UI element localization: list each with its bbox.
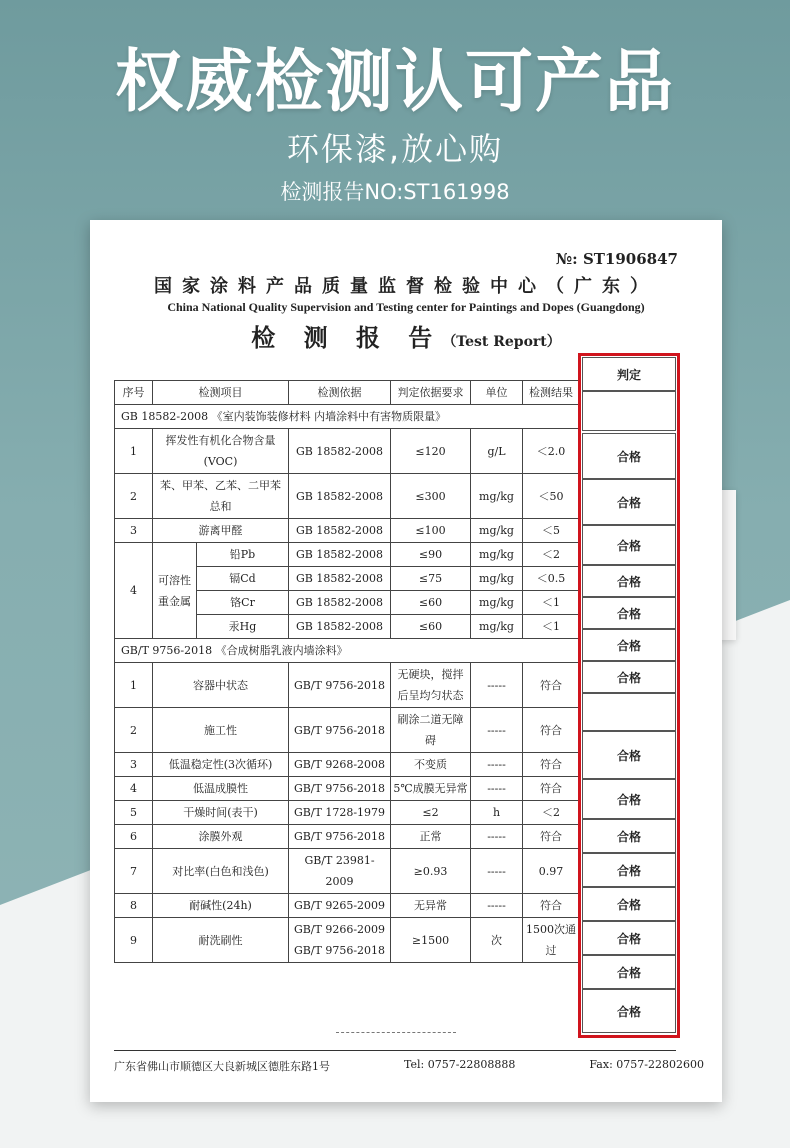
cell-item: 对比率(白色和浅色) xyxy=(153,849,289,894)
cell-basis: GB 18582-2008 xyxy=(289,591,391,615)
cell-criteria: 刷涂二道无障碍 xyxy=(391,708,471,753)
cell-basis: GB 18582-2008 xyxy=(289,543,391,567)
cell-basis: GB 18582-2008 xyxy=(289,474,391,519)
cell-basis-line: GB/T 9266-2009 xyxy=(293,923,386,936)
cell-result: 符合 xyxy=(523,663,580,708)
cell-result: 符合 xyxy=(523,825,580,849)
cell-item: 耐碱性(24h) xyxy=(153,894,289,918)
cell-no: 3 xyxy=(115,519,153,543)
cell-criteria: 无硬块，搅拌后呈均匀状态 xyxy=(391,663,471,708)
cell-unit: ----- xyxy=(471,753,523,777)
cell-no: 6 xyxy=(115,825,153,849)
verdict-cell: 合格 xyxy=(582,921,676,955)
table-row xyxy=(115,894,580,918)
cell-result: ＜50 xyxy=(523,474,580,519)
cell-unit: g/L xyxy=(471,429,523,474)
cell-item: 低温稳定性(3次循环) xyxy=(153,753,289,777)
table-header-row xyxy=(115,381,580,405)
table-row xyxy=(115,849,580,894)
test-results-table xyxy=(114,380,580,963)
document-number: №: ST1906847 xyxy=(555,250,678,268)
cell-basis: GB/T 9756-2018 xyxy=(289,663,391,708)
cell-unit: ----- xyxy=(471,894,523,918)
cell-criteria: 正常 xyxy=(391,825,471,849)
cell-no: 7 xyxy=(115,849,153,894)
verdict-cell: 合格 xyxy=(582,597,676,629)
cell-criteria: ≤100 xyxy=(391,519,471,543)
verdict-cell: 合格 xyxy=(582,433,676,479)
cell-item: 挥发性有机化合物含量(VOC) xyxy=(153,429,289,474)
cell-result: 符合 xyxy=(523,894,580,918)
cell-result: 1500次通过 xyxy=(523,918,580,963)
report-number: 检测报告NO:ST161998 xyxy=(280,180,510,204)
cell-criteria: 不变质 xyxy=(391,753,471,777)
cell-item: 铅Pb xyxy=(197,543,289,567)
end-marker-line xyxy=(336,1032,456,1033)
cell-basis: GB/T 9268-2008 xyxy=(289,753,391,777)
table-row xyxy=(115,825,580,849)
table-row xyxy=(115,708,580,753)
section-row xyxy=(115,639,580,663)
table-row xyxy=(115,474,580,519)
cell-no: 2 xyxy=(115,474,153,519)
cell-item: 耐洗刷性 xyxy=(153,918,289,963)
table-row xyxy=(115,429,580,474)
cell-unit: mg/kg xyxy=(471,474,523,519)
headline: 权威检测认可产品 xyxy=(114,43,675,122)
section-title-2: GB/T 9756-2018 《合成树脂乳液内墙涂料》 xyxy=(115,639,580,663)
cell-criteria: ≤120 xyxy=(391,429,471,474)
cell-item: 容器中状态 xyxy=(153,663,289,708)
header-basis: 检测依据 xyxy=(289,381,391,405)
cell-no: 9 xyxy=(115,918,153,963)
cell-item: 低温成膜性 xyxy=(153,777,289,801)
cell-no: 1 xyxy=(115,663,153,708)
section-title-1: GB 18582-2008 《室内装饰装修材料 内墙涂料中有害物质限量》 xyxy=(115,405,580,429)
cell-criteria: ≤60 xyxy=(391,615,471,639)
verdict-cell: 合格 xyxy=(582,779,676,819)
header-criteria: 判定依据要求 xyxy=(391,381,471,405)
cell-result: 0.97 xyxy=(523,849,580,894)
cell-criteria: ≤75 xyxy=(391,567,471,591)
cell-basis: GB/T 9265-2009 xyxy=(289,894,391,918)
cell-criteria: ≤90 xyxy=(391,543,471,567)
cell-basis: GB 18582-2008 xyxy=(289,615,391,639)
org-name-cn: 国家涂料产品质量监督检验中心（广东） xyxy=(154,276,658,297)
org-name-en: China National Quality Supervision and Testing center for Paintings and Dopes (Guangdong) xyxy=(167,300,645,314)
verdict-cell: 合格 xyxy=(582,853,676,887)
verdict-header: 判定 xyxy=(582,357,676,391)
cell-result: 符合 xyxy=(523,777,580,801)
cell-result: 符合 xyxy=(523,753,580,777)
cell-item: 施工性 xyxy=(153,708,289,753)
cell-item: 苯、甲苯、乙苯、二甲苯总和 xyxy=(153,474,289,519)
cell-no: 2 xyxy=(115,708,153,753)
cell-unit: 次 xyxy=(471,918,523,963)
cell-no: 5 xyxy=(115,801,153,825)
cell-no: 8 xyxy=(115,894,153,918)
table-row xyxy=(115,543,580,567)
cell-basis: GB/T 9756-2018 xyxy=(289,708,391,753)
section-row xyxy=(115,405,580,429)
cell-item: 游离甲醛 xyxy=(153,519,289,543)
verdict-cell: 合格 xyxy=(582,989,676,1033)
report-title-en: （Test Report） xyxy=(442,334,561,350)
table-row xyxy=(115,777,580,801)
cell-basis: GB 18582-2008 xyxy=(289,567,391,591)
cell-result: ＜2.0 xyxy=(523,429,580,474)
cell-basis: GB 18582-2008 xyxy=(289,429,391,474)
header-unit: 单位 xyxy=(471,381,523,405)
cell-no: 4 xyxy=(115,777,153,801)
cell-unit: ----- xyxy=(471,663,523,708)
cell-criteria: ≤300 xyxy=(391,474,471,519)
verdict-cell: 合格 xyxy=(582,565,676,597)
cell-unit: ----- xyxy=(471,849,523,894)
cell-basis xyxy=(289,918,391,963)
report-title xyxy=(90,318,722,353)
cell-item: 涂膜外观 xyxy=(153,825,289,849)
verdict-cell: 合格 xyxy=(582,661,676,693)
table-row xyxy=(115,801,580,825)
cell-basis: GB/T 23981-2009 xyxy=(289,849,391,894)
table-row xyxy=(115,663,580,708)
verdict-cell: 合格 xyxy=(582,819,676,853)
header-item: 检测项目 xyxy=(153,381,289,405)
cell-result: ＜5 xyxy=(523,519,580,543)
cell-no xyxy=(115,543,153,639)
subline: 环保漆,放心购 xyxy=(286,130,504,168)
table-row xyxy=(115,753,580,777)
verdict-cell: 合格 xyxy=(582,525,676,565)
cell-basis-line: GB/T 9756-2018 xyxy=(293,944,386,957)
footer xyxy=(114,1058,704,1074)
verdict-cell: 合格 xyxy=(582,629,676,661)
cell-criteria: 5℃成膜无异常 xyxy=(391,777,471,801)
cell-result: ＜2 xyxy=(523,801,580,825)
cell-item: 汞Hg xyxy=(197,615,289,639)
footer-address: 广东省佛山市顺德区大良新城区德胜东路1号 xyxy=(114,1060,330,1073)
cell-basis: GB/T 1728-1979 xyxy=(289,801,391,825)
cell-criteria: ≤2 xyxy=(391,801,471,825)
verdict-cell: 合格 xyxy=(582,887,676,921)
cell-result: ＜0.5 xyxy=(523,567,580,591)
report-title-cn: 检 测 报 告 xyxy=(251,323,443,352)
footer-fax: Fax: 0757-22802600 xyxy=(589,1058,704,1071)
cell-criteria: 无异常 xyxy=(391,894,471,918)
verdict-cell: 合格 xyxy=(582,731,676,779)
cell-result: ＜1 xyxy=(523,591,580,615)
cell-unit: ----- xyxy=(471,825,523,849)
footer-tel: Tel: 0757-22808888 xyxy=(404,1058,516,1071)
verdict-cell: 合格 xyxy=(582,479,676,525)
cell-result: ＜2 xyxy=(523,543,580,567)
cell-unit: mg/kg xyxy=(471,567,523,591)
cell-basis: GB 18582-2008 xyxy=(289,519,391,543)
verdict-cell: 合格 xyxy=(582,955,676,989)
cell-unit: ----- xyxy=(471,777,523,801)
cell-unit: mg/kg xyxy=(471,591,523,615)
cell-group: 可溶性重金属 xyxy=(153,543,197,639)
cell-criteria: ≥1500 xyxy=(391,918,471,963)
table-row xyxy=(115,519,580,543)
cell-no: 1 xyxy=(115,429,153,474)
cell-unit: h xyxy=(471,801,523,825)
header-result: 检测结果 xyxy=(523,381,580,405)
cell-unit: mg/kg xyxy=(471,615,523,639)
cell-result: ＜1 xyxy=(523,615,580,639)
footer-divider xyxy=(114,1050,676,1051)
cell-unit: ----- xyxy=(471,708,523,753)
cell-item: 镉Cd xyxy=(197,567,289,591)
verdict-highlight-frame xyxy=(578,353,680,1038)
heavy-metal-no: 4 xyxy=(130,584,137,597)
table-row xyxy=(115,918,580,963)
cell-criteria: ≤60 xyxy=(391,591,471,615)
cell-unit: mg/kg xyxy=(471,519,523,543)
cell-basis: GB/T 9756-2018 xyxy=(289,825,391,849)
header-no: 序号 xyxy=(115,381,153,405)
cell-result: 符合 xyxy=(523,708,580,753)
cell-item: 干燥时间(表干) xyxy=(153,801,289,825)
cell-basis: GB/T 9756-2018 xyxy=(289,777,391,801)
cell-no: 3 xyxy=(115,753,153,777)
test-report-document xyxy=(90,220,722,1102)
cell-criteria: ≥0.93 xyxy=(391,849,471,894)
cell-item: 铬Cr xyxy=(197,591,289,615)
cell-unit: mg/kg xyxy=(471,543,523,567)
